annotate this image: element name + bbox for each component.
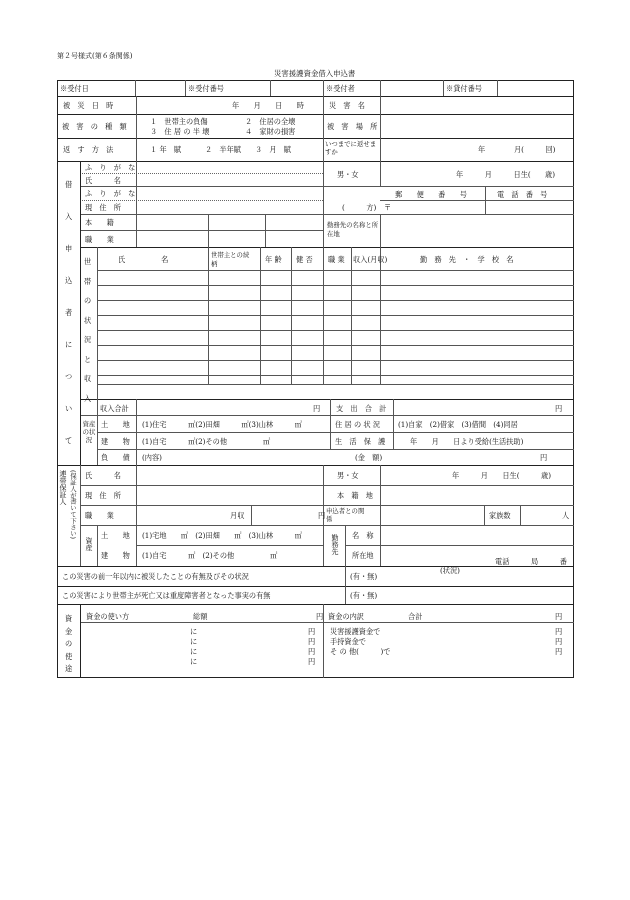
guarantor-family-count-label: 家族数 — [489, 511, 511, 520]
disaster-datetime-value[interactable]: 年 月 日 時 — [232, 101, 304, 110]
household-side-char: の — [84, 296, 92, 305]
applicant-side-char: 者 — [65, 308, 73, 317]
receipt-number-label: ※受付番号 — [188, 84, 224, 93]
household-side-char: 状 — [84, 315, 92, 325]
phone-label: 電 話 番 号 — [497, 190, 548, 199]
address-phone-owner[interactable]: ( 方) — [342, 203, 377, 212]
repay-until-label: いつまでに返せますか — [325, 140, 377, 156]
assets-land-value[interactable]: (1)住宅 ㎡(2)田畑 ㎡(3)山林 ㎡ — [142, 420, 302, 429]
guarantor-land-value[interactable]: (1)宅地 ㎡ (2)田畑 ㎡ (3)山林 ㎡ — [142, 531, 302, 540]
receipt-date-field[interactable] — [93, 81, 134, 95]
usage-ni-4: に — [190, 657, 198, 666]
household-side-char: 収 — [84, 374, 92, 383]
household-side-char: と — [84, 354, 92, 364]
damage-type-option-3[interactable]: ３ 住 居 の 半 壊 — [150, 127, 210, 136]
guarantor-building-value[interactable]: (1)自宅 ㎡ (2)その他 ㎡ — [142, 551, 278, 560]
address-label: 現 住 所 — [85, 203, 121, 212]
applicant-name-field[interactable] — [137, 162, 322, 185]
usage-total-label: 総額 — [193, 612, 208, 621]
form-number: 第２号様式(第６条関係) — [57, 52, 133, 60]
usage-side-char: 資 — [65, 614, 73, 623]
postal-code-label: 郵 便 番 号 — [395, 190, 467, 199]
guarantor-domicile-label: 本 籍 地 — [337, 491, 373, 500]
workplace-label: 勤務先の名称と所在地 — [327, 221, 379, 238]
assets-building-value[interactable]: (1)自宅 ㎡(2)その他 ㎡ — [142, 437, 271, 446]
guarantor-sex[interactable]: 男・女 — [337, 471, 359, 480]
guarantor-address-label: 現 住 所 — [85, 491, 121, 500]
guarantor-workplace-place-label: 所在地 — [352, 551, 374, 560]
guarantor-birth[interactable]: 年 月 日生( 歳) — [452, 471, 552, 480]
applicant-side-char: つ — [65, 372, 73, 381]
income-total-label: 収入合計 — [100, 404, 129, 413]
prior-disaster-question: この災害の前一年以内に被災したことの有無及びその状況 — [62, 572, 249, 581]
receipt-date-label: ※受付日 — [60, 84, 89, 93]
damage-place-label: 被 害 場 所 — [327, 122, 378, 131]
debt-yen: 円 — [540, 453, 548, 462]
applicant-side-char: 入 — [65, 212, 73, 221]
guarantor-building-label: 建 物 — [101, 551, 130, 560]
repay-option-annual[interactable]: １ 年 賦 — [150, 145, 182, 154]
breakdown-item-relief: 災害援護資金で — [330, 627, 381, 636]
applicant-side-char: て — [65, 436, 73, 445]
welfare-label: 生 活 保 護 — [335, 437, 386, 446]
debt-label: 負 債 — [101, 453, 130, 462]
col-job: 職 業 — [328, 255, 345, 264]
assets-land-label: 土 地 — [101, 420, 130, 429]
receiver-label: ※受付者 — [326, 84, 355, 93]
col-workplace-school: 勤 務 先 ・ 学 校 名 — [420, 255, 514, 264]
name-label: 氏 名 — [85, 176, 121, 185]
loan-number-field[interactable] — [498, 81, 573, 95]
damage-place-field[interactable] — [381, 115, 573, 137]
prior-disaster-status[interactable]: (状況) — [440, 566, 460, 575]
breakdown-item-relief-yen: 円 — [555, 627, 563, 636]
guarantor-family-unit: 人 — [562, 511, 570, 520]
col-health: 健 否 — [296, 255, 313, 264]
loan-number-label: ※貸付番号 — [446, 84, 482, 93]
death-injury-answer[interactable]: (有・無) — [350, 591, 378, 600]
occupation-label: 職 業 — [85, 235, 114, 244]
usage-yen-1: 円 — [308, 627, 316, 636]
col-income: 収入(月収) — [353, 255, 388, 264]
usage-side-char: 使 — [65, 651, 73, 661]
workplace-field[interactable] — [381, 215, 573, 246]
assets-building-label: 建 物 — [101, 437, 130, 446]
breakdown-item-other: そ の 他( )で — [330, 647, 391, 656]
disaster-datetime-label: 被 災 日 時 — [63, 101, 114, 110]
damage-type-label: 被 害 の 種 類 — [62, 122, 127, 131]
breakdown-sum-label: 合計 — [408, 612, 423, 621]
usage-ni-3: に — [190, 647, 198, 656]
col-age: 年 齢 — [265, 255, 282, 264]
housing-status-label: 住 居 の 状 況 — [335, 420, 381, 429]
usage-ni-1: に — [190, 627, 198, 636]
expense-total-label: 支 出 合 計 — [336, 404, 387, 413]
applicant-side-char: い — [65, 404, 73, 413]
guarantor-name-field[interactable] — [137, 466, 322, 484]
usage-how-label: 資金の使い方 — [86, 612, 130, 621]
guarantor-assets-label: 資産 — [85, 537, 93, 551]
income-total-yen: 円 — [313, 404, 321, 413]
usage-yen-4: 円 — [308, 657, 316, 666]
breakdown-item-other-yen: 円 — [555, 647, 563, 656]
guarantor-occupation-label: 職 業 — [85, 511, 114, 520]
domicile-label: 本 籍 — [85, 218, 114, 227]
repay-until-value[interactable]: 年 月( 回) — [478, 145, 556, 154]
repay-method-label: 返 す 方 法 — [63, 145, 114, 154]
usage-ni-2: に — [190, 637, 198, 646]
damage-type-option-1[interactable]: １ 世帯主の負傷 — [150, 117, 208, 126]
applicant-side-char: 借 — [65, 180, 73, 189]
prior-disaster-answer[interactable]: (有・無) — [350, 572, 378, 581]
debt-amount[interactable]: (金 額) — [355, 453, 383, 462]
furigana-label: ふ り が な — [85, 163, 136, 172]
household-side-char: 況 — [84, 335, 92, 344]
breakdown-item-own: 手持資金で — [330, 637, 366, 646]
household-side-char: 世 — [84, 257, 92, 266]
assets-side-label: 資産の状況 — [82, 420, 96, 444]
guarantor-workplace-label: 勤務先 — [331, 534, 339, 555]
usage-yen-3: 円 — [308, 647, 316, 656]
disaster-name-label: 災 害 名 — [329, 101, 365, 110]
applicant-sex[interactable]: 男・女 — [337, 170, 359, 179]
debt-content[interactable]: (内容) — [142, 453, 162, 462]
col-name: 氏 名 — [118, 255, 169, 264]
applicant-side-char: 込 — [65, 276, 73, 285]
guarantor-workplace-phone[interactable]: 電話 局 番 — [495, 557, 567, 566]
usage-total-yen: 円 — [316, 612, 324, 621]
usage-side-char: の — [65, 639, 73, 648]
breakdown-sum-yen: 円 — [555, 612, 563, 621]
receipt-number-field[interactable] — [232, 81, 269, 95]
housing-status-options[interactable]: (1)自家 (2)借家 (3)借間 (4)同居 — [398, 420, 518, 429]
welfare-value[interactable]: 年 月 日より受給(生活扶助) — [410, 437, 524, 446]
receiver-field[interactable] — [381, 81, 442, 95]
guarantor-name-label: 氏 名 — [85, 471, 121, 480]
usage-yen-2: 円 — [308, 637, 316, 646]
death-injury-question: この災害により世帯主が死亡又は重度障害者となった事実の有無 — [62, 591, 271, 600]
damage-type-option-2[interactable]: ２ 住居の全壊 — [245, 117, 296, 126]
guarantor-income-yen: 円 — [318, 511, 326, 520]
usage-side-char: 金 — [65, 626, 73, 636]
repay-option-monthly[interactable]: ３ 月 賦 — [255, 145, 291, 154]
postal-mark: 〒 — [384, 203, 392, 212]
disaster-name-field[interactable] — [381, 97, 573, 113]
address-field[interactable] — [137, 187, 322, 213]
col-relation: 世帯主との続 柄 — [211, 251, 263, 268]
applicant-side-char: に — [65, 340, 73, 349]
repay-option-semiannual[interactable]: ２ 半年賦 — [205, 145, 241, 154]
guarantor-land-label: 土 地 — [101, 531, 130, 540]
guarantor-side-note: (保証人が書いて下さい) — [69, 470, 77, 539]
guarantor-side-label: 連帯保証人 — [59, 470, 67, 505]
household-side-char: 入 — [84, 393, 92, 403]
breakdown-item-own-yen: 円 — [555, 637, 563, 646]
guarantor-workplace-name-label: 名 称 — [352, 531, 374, 540]
guarantor-relation-label: 申込者との関 係 — [326, 507, 378, 523]
guarantor-monthly-income-label: 月収 — [230, 511, 245, 520]
form-title: 災害援護資金借入申込書 — [274, 69, 356, 78]
expense-total-yen: 円 — [555, 404, 563, 413]
applicant-side-char: 申 — [65, 244, 73, 253]
applicant-birth[interactable]: 年 月 日生( 歳) — [456, 170, 556, 179]
usage-side-char: 途 — [65, 664, 73, 673]
breakdown-label: 資金の内訳 — [328, 612, 364, 621]
damage-type-option-4[interactable]: ４ 家財の損害 — [245, 127, 296, 136]
furigana2-label: ふ り が な — [85, 189, 136, 198]
household-side-char: 帯 — [84, 276, 92, 286]
